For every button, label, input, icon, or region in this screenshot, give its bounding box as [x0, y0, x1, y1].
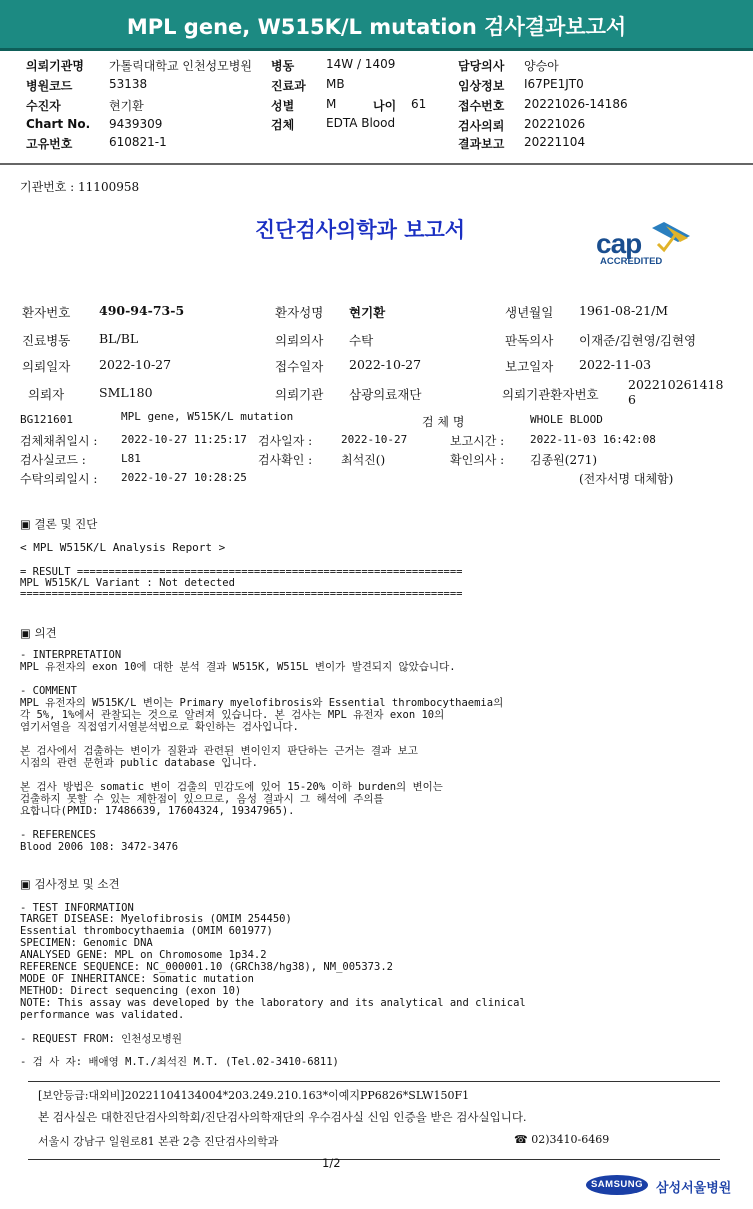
info-line: SPECIMEN: Genomic DNA — [20, 937, 153, 949]
patient-value: 현기환 — [349, 305, 386, 320]
title-bar — [0, 0, 753, 51]
header-label: 나이 — [373, 99, 397, 113]
patient-value: 1961-08-21/M — [579, 303, 669, 318]
security-line: [보안등급:대외비]20221104134004*203.249.210.163*이예지PP6826*SLW150F1 — [38, 1089, 470, 1102]
patient-label: 판독의사 — [505, 333, 554, 348]
collect-value: 2022-10-27 11:25:17 — [121, 433, 247, 446]
report-time-label: 보고시간 : — [450, 434, 505, 448]
info-line: performance was validated. — [20, 1009, 185, 1021]
opinion-line: 염기서열을 직접염기서열분석법으로 확인하는 검사입니다. — [20, 721, 299, 733]
patient-label: 보고일자 — [505, 359, 554, 374]
opinion-line: 요합니다(PMID: 17486639, 17604324, 19347965). — [20, 805, 295, 817]
section-opinion: ▣ 의견 — [20, 626, 57, 640]
patient-label: 환자번호 — [22, 305, 71, 320]
patient-label: 의뢰기관 — [275, 387, 324, 402]
header-value: 9439309 — [109, 117, 163, 131]
header-label: 병동 — [271, 59, 295, 73]
patient-label: 생년월일 — [505, 305, 554, 320]
header-label: 병원코드 — [26, 79, 73, 93]
header-label: 의뢰기관명 — [26, 59, 84, 73]
confirm-doctor-label: 확인의사 : — [450, 453, 505, 467]
header-value: EDTA Blood — [326, 116, 396, 130]
patient-label: 진료병동 — [22, 333, 71, 348]
header-divider — [0, 163, 753, 165]
patient-label: 의뢰일자 — [22, 359, 71, 374]
opinion-line: MPL 유전자의 W515K/L 변이는 Primary myelofibrosis와 Essential thrombocythaemia의 — [20, 697, 504, 709]
header-value: 현기환 — [109, 99, 144, 113]
info-line: ANALYSED GENE: MPL on Chromosome 1p34.2 — [20, 949, 267, 961]
exam-confirm-label: 검사확인 : — [258, 453, 313, 467]
report-line: ====================================================================== — [20, 588, 463, 600]
confirm-doctor-value: 김종원(271) — [530, 453, 598, 467]
section-test-info: ▣ 검사정보 및 소견 — [20, 877, 120, 891]
header-label: 성별 — [271, 99, 295, 113]
cap-logo-text: cap — [596, 228, 642, 259]
header-value: 53138 — [109, 77, 148, 91]
header-value: 가톨릭대학교 인천성모병원 — [109, 59, 252, 73]
patient-value: 6 — [628, 392, 636, 407]
patient-value: 2022-10-27 — [349, 357, 422, 372]
exam-confirm-value: 최석진() — [341, 453, 386, 467]
cap-accredited-logo — [592, 222, 696, 268]
patient-value: BL/BL — [99, 331, 139, 346]
document-title: MPL gene, W515K/L mutation 검사결과보고서 — [126, 15, 627, 39]
opinion-line: - INTERPRETATION — [20, 649, 122, 661]
cap-logo-sub: ACCREDITED — [600, 256, 663, 267]
exam-date-label: 검사일자 : — [258, 434, 313, 448]
header-label: 검사의뢰 — [458, 119, 505, 133]
patient-label: 의뢰자 — [28, 387, 65, 402]
opinion-line: 각 5%, 1%에서 관찰되는 것으로 알려져 있습니다. 본 검사는 MPL 유전자 exon 10의 — [20, 709, 445, 721]
info-line: - 검 사 자: 배애영 M.T./최석진 M.T. (Tel.02-3410-6811) — [20, 1056, 339, 1068]
report-title: 진단검사의학과 보고서 — [254, 217, 466, 242]
institution-number: 기관번호 : 11100958 — [20, 180, 140, 194]
header-value: 61 — [411, 97, 427, 111]
patient-label: 접수일자 — [275, 359, 324, 374]
opinion-line: 시점의 관련 문헌과 public database 입니다. — [20, 757, 259, 769]
info-line: Essential thrombocythaemia (OMIM 601977) — [20, 925, 273, 937]
room-code-label: 검사실코드 : — [20, 453, 86, 467]
address-line: 서울시 강남구 일원로81 본관 2층 진단검사의학과 — [38, 1135, 279, 1148]
report-time-value: 2022-11-03 16:42:08 — [530, 433, 656, 446]
info-line: - REQUEST FROM: 인천성모병원 — [20, 1033, 183, 1045]
opinion-line: Blood 2006 108: 3472-3476 — [20, 841, 179, 853]
certification-line: 본 검사실은 대한진단검사의학회/진단검사의학재단의 우수검사실 신임 인증을 받은 검사실입니다. — [38, 1110, 527, 1124]
header-value: I67PE1JT0 — [524, 77, 584, 91]
phone-line: ☎ 02)3410-6469 — [514, 1133, 610, 1146]
patient-value: 삼광의료재단 — [349, 387, 422, 402]
test-name: MPL gene, W515K/L mutation — [121, 410, 294, 423]
opinion-line: 본 검사에서 검출하는 변이가 질환과 관련된 변이인지 판단하는 근거는 결과 보고 — [20, 745, 418, 757]
header-value: 20221026 — [524, 117, 586, 131]
header-label: 검체 — [271, 118, 295, 132]
header-value: 양승아 — [524, 59, 559, 73]
opinion-line: - COMMENT — [20, 685, 77, 697]
page-number: 1/2 — [322, 1156, 341, 1170]
room-code-value: L81 — [121, 452, 141, 465]
report-line: < MPL W515K/L Analysis Report > — [20, 541, 226, 554]
header-label: 임상정보 — [458, 79, 505, 93]
patient-value: 202210261418 — [628, 377, 724, 392]
header-value: 20221026-14186 — [524, 97, 628, 111]
header-label: Chart No. — [26, 117, 91, 131]
header-label: 진료과 — [271, 79, 306, 93]
report-line: = RESULT ============================================================= — [20, 566, 463, 578]
opinion-line: MPL 유전자의 exon 10에 대한 분석 결과 W515K, W515L 변이가 발견되지 않았습니다. — [20, 661, 456, 673]
header-label: 결과보고 — [458, 137, 505, 151]
patient-label: 환자성명 — [275, 305, 324, 320]
consign-label: 수탁의뢰일시 : — [20, 472, 98, 486]
patient-value: 490-94-73-5 — [99, 303, 185, 318]
patient-value: 수탁 — [349, 333, 374, 348]
info-line: REFERENCE SEQUENCE: NC_000001.10 (GRCh38/hg38), NM_005373.2 — [20, 961, 393, 973]
info-line: NOTE: This assay was developed by the laboratory and its analytical and clinical — [20, 997, 526, 1009]
header-label: 고유번호 — [26, 137, 73, 151]
samsung-logo — [586, 1175, 648, 1195]
patient-value: 이재준/김현영/김현영 — [579, 333, 697, 348]
patient-label: 의뢰기관환자번호 — [502, 387, 599, 402]
specimen-value: WHOLE BLOOD — [530, 413, 603, 426]
header-label: 수진자 — [26, 99, 61, 113]
opinion-line: 본 검사 방법은 somatic 변이 검출의 민감도에 있어 15-20% 이하 burden의 변이는 — [20, 781, 443, 793]
patient-value: 2022-11-03 — [579, 357, 652, 372]
collect-label: 검체채취일시 : — [20, 434, 98, 448]
opinion-line: 검출하지 못할 수 있는 제한점이 있으므로, 음성 결과시 그 해석에 주의를 — [20, 793, 384, 805]
header-value: M — [326, 97, 337, 111]
opinion-line: - REFERENCES — [20, 829, 96, 841]
info-line: - TEST INFORMATION — [20, 902, 134, 914]
header-value: 14W / 1409 — [326, 57, 396, 71]
info-line: MODE OF INHERITANCE: Somatic mutation — [20, 973, 254, 985]
specimen-label: 검 체 명 — [422, 415, 465, 429]
header-label: 담당의사 — [458, 59, 505, 73]
signature-note: (전자서명 대체함) — [579, 472, 674, 486]
info-line: TARGET DISEASE: Myelofibrosis (OMIM 254450) — [20, 913, 292, 925]
header-value: MB — [326, 77, 345, 91]
patient-value: 2022-10-27 — [99, 357, 172, 372]
header-label: 접수번호 — [458, 99, 505, 113]
section-conclusion: ▣ 결론 및 진단 — [20, 517, 98, 531]
hospital-brand: 삼성서울병원 — [656, 1181, 732, 1196]
header-value: 610821-1 — [109, 135, 167, 149]
samsung-logo-text: SAMSUNG — [590, 1179, 644, 1190]
consign-value: 2022-10-27 10:28:25 — [121, 471, 247, 484]
report-line: MPL W515K/L Variant : Not detected — [20, 577, 235, 589]
patient-label: 의뢰의사 — [275, 333, 324, 348]
patient-value: SML180 — [99, 385, 153, 400]
header-value: 20221104 — [524, 135, 586, 149]
info-line: METHOD: Direct sequencing (exon 10) — [20, 985, 242, 997]
exam-date-value: 2022-10-27 — [341, 433, 408, 446]
test-code: BG121601 — [20, 413, 73, 426]
